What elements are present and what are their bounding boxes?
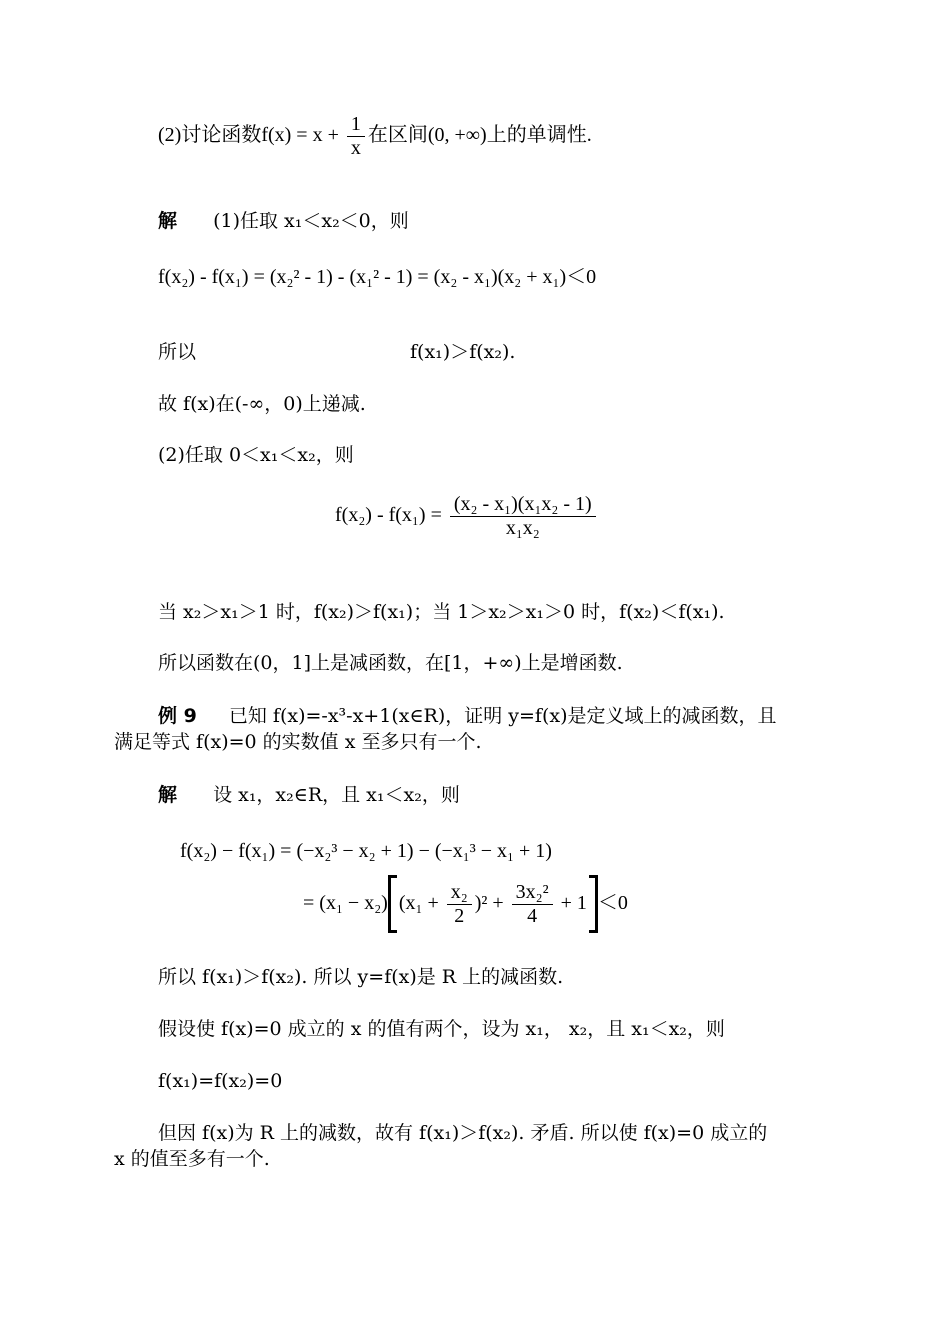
so-expression: f(x₁)＞f(x₂). [410, 341, 516, 363]
right-bracket [589, 875, 598, 933]
solution-2-line1: 设 x₁，x₂∈R，且 x₁＜x₂，则 [213, 784, 460, 806]
solution-2-intro [158, 782, 460, 808]
problem-2-statement [158, 114, 592, 159]
fraction-1-over-x [347, 114, 365, 159]
fraction-numerator: x₂ [447, 882, 472, 905]
eq-inner-2: )² + [474, 892, 509, 914]
solution-2-line2: 所以 f(x₁)＞f(x₂). 所以 y=f(x)是 R 上的减函数. [158, 966, 564, 988]
example-9-text: 已知 f(x)=-x³-x+1(x∈R)，证明 y=f(x)是定义域上的减函数，且 [228, 705, 777, 727]
fraction-3x2sq-over-4 [512, 882, 553, 927]
solution-1-intro [158, 208, 409, 234]
eq-factored-suffix: ＜0 [597, 892, 628, 914]
solution-2-line6: x 的值至多有一个. [114, 1148, 270, 1170]
problem-2-prefix: (2)讨论函数f(x) = x + [158, 124, 344, 147]
example-label: 例 9 [158, 705, 197, 727]
solution-2-line3: 假设使 f(x)=0 成立的 x 的值有两个，设为 x₁， x₂，且 x₁＜x₂，则 [158, 1018, 725, 1040]
fraction-denominator: 2 [454, 904, 465, 927]
fraction-numerator: 1 [347, 114, 365, 137]
solution-1-result: 所以函数在(0，1]上是减函数，在[1，+∞)上是增函数. [158, 652, 623, 674]
equation-difference-1: f(x₂) - f(x₁) = (x₂² - 1) - (x₁² - 1) = (x₂ - x₁)(x₂ + x₁)＜0 [158, 266, 597, 288]
left-bracket [388, 875, 397, 933]
eq-factored-prefix: = (x₁ − x₂) [303, 892, 388, 914]
solution-1-part2-intro: (2)任取 0＜x₁＜x₂，则 [158, 444, 354, 466]
fraction-x2-over-2 [447, 882, 472, 927]
example-9-line2: 满足等式 f(x)=0 的实数值 x 至多只有一个. [114, 731, 482, 753]
solution-2-line4: f(x₁)=f(x₂)=0 [158, 1070, 283, 1092]
solution-2-line5: 但因 f(x)为 R 上的减数，故有 f(x₁)＞f(x₂). 矛盾. 所以使 f(x)=0 成立的 [158, 1122, 768, 1144]
problem-2-suffix: 在区间(0, +∞)上的单调性. [367, 124, 592, 147]
solution-1-cases: 当 x₂＞x₁＞1 时，f(x₂)＞f(x₁)；当 1＞x₂＞x₁＞0 时，f(x₂)＜f(x₁). [158, 601, 725, 623]
solution-label: 解 [158, 784, 178, 806]
solution-label: 解 [158, 210, 178, 232]
fraction-denominator: x [350, 137, 361, 159]
eq2-fraction [450, 494, 596, 539]
equation-difference-2 [335, 494, 599, 539]
fraction-denominator: 4 [527, 904, 538, 927]
example-9-line1 [158, 703, 777, 729]
so-label: 所以 [158, 341, 197, 363]
solution-1-so-line [158, 339, 196, 365]
equation-cubic-difference: f(x₂) − f(x₁) = (−x₂³ − x₂ + 1) − (−x₁³ − x₁ + 1) [180, 840, 552, 862]
eq-inner-1: (x₁ + [398, 892, 444, 914]
solution-1-conclusion: 故 f(x)在(-∞，0)上递减. [158, 393, 366, 415]
solution-1-line1: (1)任取 x₁＜x₂＜0，则 [213, 210, 409, 232]
eq2-denominator: x₁x₂ [505, 517, 540, 539]
eq-inner-3: + 1 [555, 892, 587, 914]
eq2-numerator: (x₂ - x₁)(x₁x₂ - 1) [450, 494, 596, 517]
fraction-numerator: 3x₂² [512, 882, 553, 905]
eq2-left: f(x₂) - f(x₁) = [335, 504, 447, 527]
equation-factored [303, 873, 628, 933]
